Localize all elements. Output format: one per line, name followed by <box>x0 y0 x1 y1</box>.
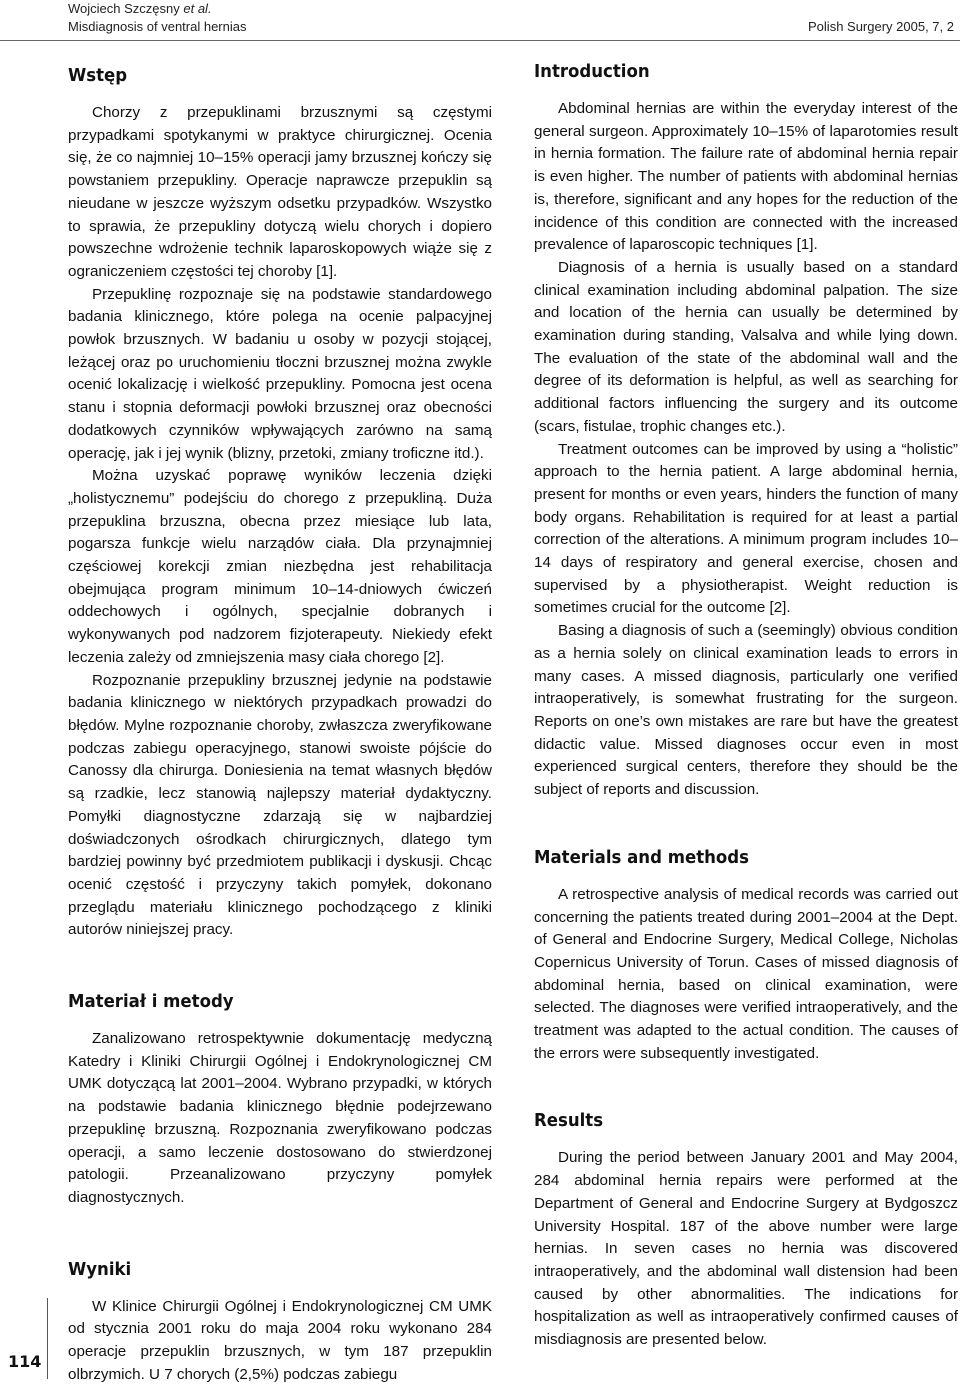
section-heading-material: Materiał i metody <box>68 991 234 1013</box>
section-heading-results: Results <box>534 1110 604 1132</box>
running-header-journal: Polish Surgery 2005, 7, 2 <box>808 19 954 34</box>
paragraph: During the period between January 2001 and May 2004, 284 abdominal hernia repairs were performed at the Department of General and Endocrine Surgery at Bydgoszcz University Hospital. 187 of the above number were large hernias. In seven cases no hernia was discovered intraoperatively, and the abdominal wall distension had been caused by other abnormalities. The indications for hospitalization as well as intraoperatively confirmed causes of misdiagnosis are presented below. <box>534 1149 958 1349</box>
page-number: 114 <box>8 1352 42 1371</box>
section-heading-wyniki: Wyniki <box>68 1258 132 1280</box>
page-number-block <box>0 1298 48 1379</box>
paragraph: Abdominal hernias are within the everyday interest of the general surgeon. Approximately 10–15% of laparotomies result in hernia formation. The failure rate of abdominal hernia repair is even higher. The number of patients with abdominal hernias is, therefore, significant and any hopes for the reduction of the incidence of this condition are connected with the increased prevalence of laparoscopic techniques [1]. <box>534 100 958 254</box>
section-heading-wstep: Wstęp <box>68 65 128 86</box>
section-heading-methods: Materials and methods <box>534 846 749 868</box>
header-et-al: et al. <box>183 1 212 16</box>
paragraph: Diagnosis of a hernia is usually based on a standard clinical examination including abdominal palpation. The size and location of the hernia can usually be determined by examination during standing, Valsalva and while lying down. The evaluation of the state of the abdominal wall and the degree of its deformation is helpful, as well as searching for additional factors influencing the surgery and its outcome (scars, fistulae, trophic changes etc.). <box>534 258 958 435</box>
paragraph: Rozpoznanie przepukliny brzusznej jedynie na podstawie badania klinicznego w niektórych przypadkach prowadzi do błędów. Mylne rozpoznanie choroby, zwłaszcza zweryfikowane podczas zabiegu operacyjnego, stanowi swoiste pójście do Canossy dla chirurga. Doniesienia na temat własnych błędów są rzadkie, lecz stanowią najlepszy materiał dydaktyczny. Pomyłki diagnostyczne zdarzają się w najbardziej doświadczonych ośrodkach chirurgicznych, dlatego tym bardziej powinny być przedmiotem publikacji i dyskusji. Chcąc ocenić częstość i przyczyny takich pomyłek, dokonano przeglądu materiału klinicznego pochodzącego z kliniki autorów niniejszej pracy. <box>68 671 492 939</box>
header-authors: Wojciech Szczęsny et al. <box>68 1 212 16</box>
running-header-left <box>68 0 246 36</box>
paragraph: Treatment outcomes can be improved by using a “holistic” approach to the hernia patient. A large abdominal hernia, present for months or even years, hinders the function of many body organs. Rehabilitation is required for at least a partial correction of the alterations. A minimum program includes 10–14 days of respiratory and general exercise, chosen and supervised by a physiotherapist. Weight reduction is sometimes crucial for the outcome [2]. <box>534 440 958 617</box>
paragraph: Przepuklinę rozpoznaje się na podstawie standardowego badania klinicznego, które polega na ocenie palpacyjnej powłok brzusznych. W badaniu u osoby w pozycji stojącej, leżącej oraz po uruchomieniu tłoczni brzusznej można zwykle ocenić lokalizację i wielkość przepukliny. Pomocna jest ocena stanu i stopnia deformacji powłoki brzusznej oraz obecności dodatkowych czynników wpływających zarówno na samą operację, jak i jej wynik (blizny, przetoki, zmiany troficzne itd.). <box>68 285 492 462</box>
paragraph: Basing a diagnosis of such a (seemingly) obvious condition as a hernia solely on clinical examination leads to errors in many cases. A missed diagnosis, particularly one verified intraoperatively, is somewhat frustrating for the surgeon. Reports on one’s own mistakes are rare but have the greatest didactic value. Missed diagnoses occur even in most experienced surgical centers, therefore they should be the subject of reports and discussion. <box>534 622 958 799</box>
left-column <box>68 60 492 1386</box>
right-column <box>534 60 958 1352</box>
page-number-rule <box>47 1298 48 1379</box>
section-heading-introduction: Introduction <box>534 61 650 82</box>
paragraph: Zanalizowano retrospektywnie dokumentację medyczną Katedry i Kliniki Chirurgii Ogólnej i Endokrynologicznej CM UMK dotyczącą lat 2001–2004. Wybrano przypadki, w których na podstawie badania klinicznego błędnie podejrzewano przepuklinę brzuszną. Rozpoznania zweryfikowano podczas operacji, a samo leczenie dostosowano do stwierdzonej patologii. Przeanalizowano przyczyny pomyłek diagnostycznych. <box>68 1030 492 1206</box>
header-divider <box>0 40 960 41</box>
paragraph: W Klinice Chirurgii Ogólnej i Endokrynologicznej CM UMK od stycznia 2001 roku do maja 2004 roku wykonano 284 operacje przepuklin brzusznych, w tym 187 przepuklin olbrzymich. U 7 chorych (2,5%) podczas zabiegu <box>68 1297 492 1383</box>
paragraph: A retrospective analysis of medical records was carried out concerning the patients treated during 2001–2004 at the Dept. of General and Endocrine Surgery, Medical College, Nicholas Copernicus University of Torun. Cases of missed diagnosis of abdominal hernia, based on clinical examination, were selected. The diagnoses were verified intraoperatively, and the treatment was adapted to the actual condition. The causes of the errors were subsequently investigated. <box>534 885 958 1062</box>
header-short-title: Misdiagnosis of ventral hernias <box>68 19 247 34</box>
paragraph: Można uzyskać poprawę wyników leczenia dzięki „holistycznemu” podejściu do chorego z przepukliną. Duża przepuklina brzuszna, obecna przez miesiące lub lata, pogarsza funkcje wielu narządów ciała. Dla przynajmniej częściowej korekcji zmian niezbędna jest rehabilitacja obejmująca program minimum 10–14-dniowych ćwiczeń oddechowych i ogólnych, specjalnie dobranych i wykonywanych pod nadzorem fizjoterapeuty. Niekiedy efekt leczenia zależy od zmniejszenia masy ciała chorego [2]. <box>68 467 492 666</box>
paragraph: Chorzy z przepuklinami brzusznymi są częstymi przypadkami spotykanymi w praktyce chirurgicznej. Ocenia się, że co najmniej 10–15% operacji jamy brzusznej kończy się powstaniem przepukliny. Operacje naprawcze przepuklin są nieudane w jeszcze wyższym odsetku przypadków. Wszystko to sprawia, że przepukliny dotyczą wielu chorych i dopiero powszechne wdrożenie technik laparoskopowych wiąże się z ograniczeniem częstości tej choroby [1]. <box>68 104 492 280</box>
